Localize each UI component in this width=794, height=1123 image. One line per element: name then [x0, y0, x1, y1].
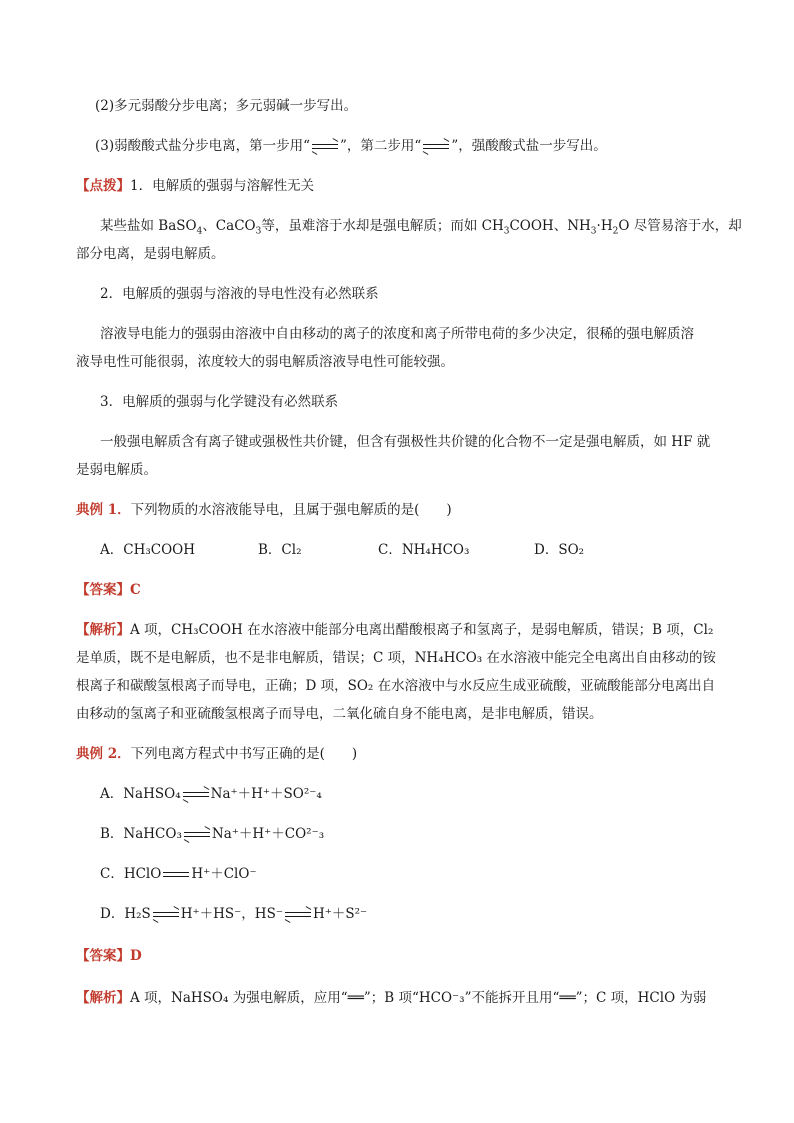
p1-seg-f: O 尽管易溶于水，却 — [618, 218, 742, 234]
tip-3-heading: 3．电解质的强弱与化学键没有必然联系 — [100, 394, 339, 410]
option-b-right: Na⁺＋H⁺＋CO²⁻₃ — [211, 826, 325, 842]
rule-3 — [95, 136, 607, 156]
rule-3-part-b: ”，第二步用“ — [340, 138, 422, 154]
analysis-1-line-2: 是单质，既不是电解质，也不是非电解质，错误；C 项，NH₄HCO₃ 在水溶液中能完全电离出自由移动的铵 — [76, 650, 716, 666]
rule-3-part-a: (3)弱酸酸式盐分步电离，第一步用“ — [95, 138, 311, 154]
example-2-option-d — [100, 904, 367, 924]
example-1-text: 下列物质的水溶液能导电，且属于强电解质的是( ) — [130, 502, 452, 518]
tip-heading-1 — [76, 176, 314, 196]
answer-tag: 【答案】 — [76, 948, 130, 964]
analysis-1-line-1 — [76, 620, 713, 640]
tip-3-paragraph-line-1: 一般强电解质含有离子键或强极性共价键，但含有强极性共价键的化合物不一定是强电解质，如 HF 就 — [100, 434, 711, 450]
analysis-1-text-a: A 项，CH₃COOH 在水溶液中能部分电离出醋酸根离子和氢离子，是弱电解质，错误；B 项，Cl₂ — [130, 622, 714, 638]
analysis-tag: 【解析】 — [76, 622, 130, 638]
example-2-text: 下列电离方程式中书写正确的是( ) — [130, 746, 358, 762]
tip-1-paragraph-line-2: 部分电离，是弱电解质。 — [76, 246, 225, 262]
example-1-option-d: D．SO₂ — [534, 542, 585, 558]
example-1-option-b: B．Cl₂ — [258, 542, 302, 558]
option-a-right: Na⁺＋H⁺＋SO²⁻₄ — [210, 786, 322, 802]
option-d-right: H⁺＋S²⁻ — [312, 906, 368, 922]
analysis-2-text: A 项，NaHSO₄ 为强电解质，应用“══”；B 项“HCO⁻₃”不能拆开且用“══”；C 项，HClO 为弱 — [130, 990, 707, 1006]
p1-seg-a: 某些盐如 BaSO — [100, 218, 197, 234]
reversible-arrow-icon — [183, 791, 209, 799]
answer-1-value: C — [130, 582, 141, 598]
example-1-option-c: C．NH₄HCO₃ — [378, 542, 470, 558]
analysis-1-line-4: 由移动的氢离子和亚硫酸氢根离子而导电，二氧化硫自身不能电离，是非电解质，错误。 — [76, 706, 603, 722]
p1-seg-c: 等，虽难溶于水却是强电解质；而如 CH — [261, 218, 504, 234]
reversible-arrow-icon — [153, 911, 179, 919]
p1-seg-d: COOH、NH — [509, 218, 591, 234]
equals-arrow-icon — [163, 871, 189, 879]
reversible-arrow-icon — [423, 143, 449, 151]
example-2-option-a — [100, 784, 322, 804]
example-2-option-b — [100, 824, 324, 844]
option-c-right: H⁺＋ClO⁻ — [191, 866, 257, 882]
tip-3-paragraph-line-2: 是弱电解质。 — [76, 462, 157, 478]
analysis-tag: 【解析】 — [76, 990, 130, 1006]
tip-2-paragraph-line-1: 溶液导电能力的强弱由溶液中自由移动的离子的浓度和离子所带电荷的多少决定，很稀的强电解质溶 — [100, 326, 694, 342]
answer-1 — [76, 580, 141, 600]
tip-2-paragraph-line-2: 液导电性可能很弱，浓度较大的弱电解质溶液导电性可能较强。 — [76, 354, 454, 370]
option-a-left: A．NaHSO₄ — [100, 786, 181, 802]
example-2-tag: 典例 2． — [76, 746, 131, 762]
example-2-question — [76, 744, 357, 764]
answer-2-value: D — [130, 948, 142, 964]
reversible-arrow-icon — [312, 143, 338, 151]
p1-seg-e: ·H — [596, 218, 613, 234]
p1-seg-b: 、CaCO — [202, 218, 256, 234]
answer-2 — [76, 946, 142, 966]
example-1-tag: 典例 1． — [76, 502, 131, 518]
example-2-option-c — [100, 864, 257, 884]
analysis-2-line-1 — [76, 988, 706, 1008]
option-d-left: D．H₂S — [100, 906, 151, 922]
reversible-arrow-icon — [285, 911, 311, 919]
example-1-option-a: A．CH₃COOH — [100, 542, 196, 558]
tip-2-heading: 2．电解质的强弱与溶液的导电性没有必然联系 — [100, 286, 379, 302]
reversible-arrow-icon — [184, 831, 210, 839]
option-b-left: B．NaHCO₃ — [100, 826, 182, 842]
tip-1-paragraph-line-1: 某些盐如 BaSO$_4$、CaCO$_3$等，虽难溶于水却是强电解质；而如 $CH_3COOH$、$NH_3\cdot H_2O$ 尽管易溶于水，却 — [100, 218, 742, 237]
rule-3-part-c: ”，强酸酸式盐一步写出。 — [451, 138, 607, 154]
option-d-middle: H⁺＋HS⁻，HS⁻ — [180, 906, 283, 922]
tip-tag: 【点拨】 — [76, 178, 130, 194]
tip-1-text: 1．电解质的强弱与溶解性无关 — [130, 178, 315, 194]
rule-2: (2)多元弱酸分步电离；多元弱碱一步写出。 — [95, 98, 358, 114]
option-c-left: C．HClO — [100, 866, 162, 882]
example-1-question — [76, 500, 452, 520]
analysis-1-line-3: 根离子和碳酸氢根离子而导电，正确；D 项，SO₂ 在水溶液中与水反应生成亚硫酸，亚硫酸能部分电离出自 — [76, 678, 716, 694]
answer-tag: 【答案】 — [76, 582, 130, 598]
